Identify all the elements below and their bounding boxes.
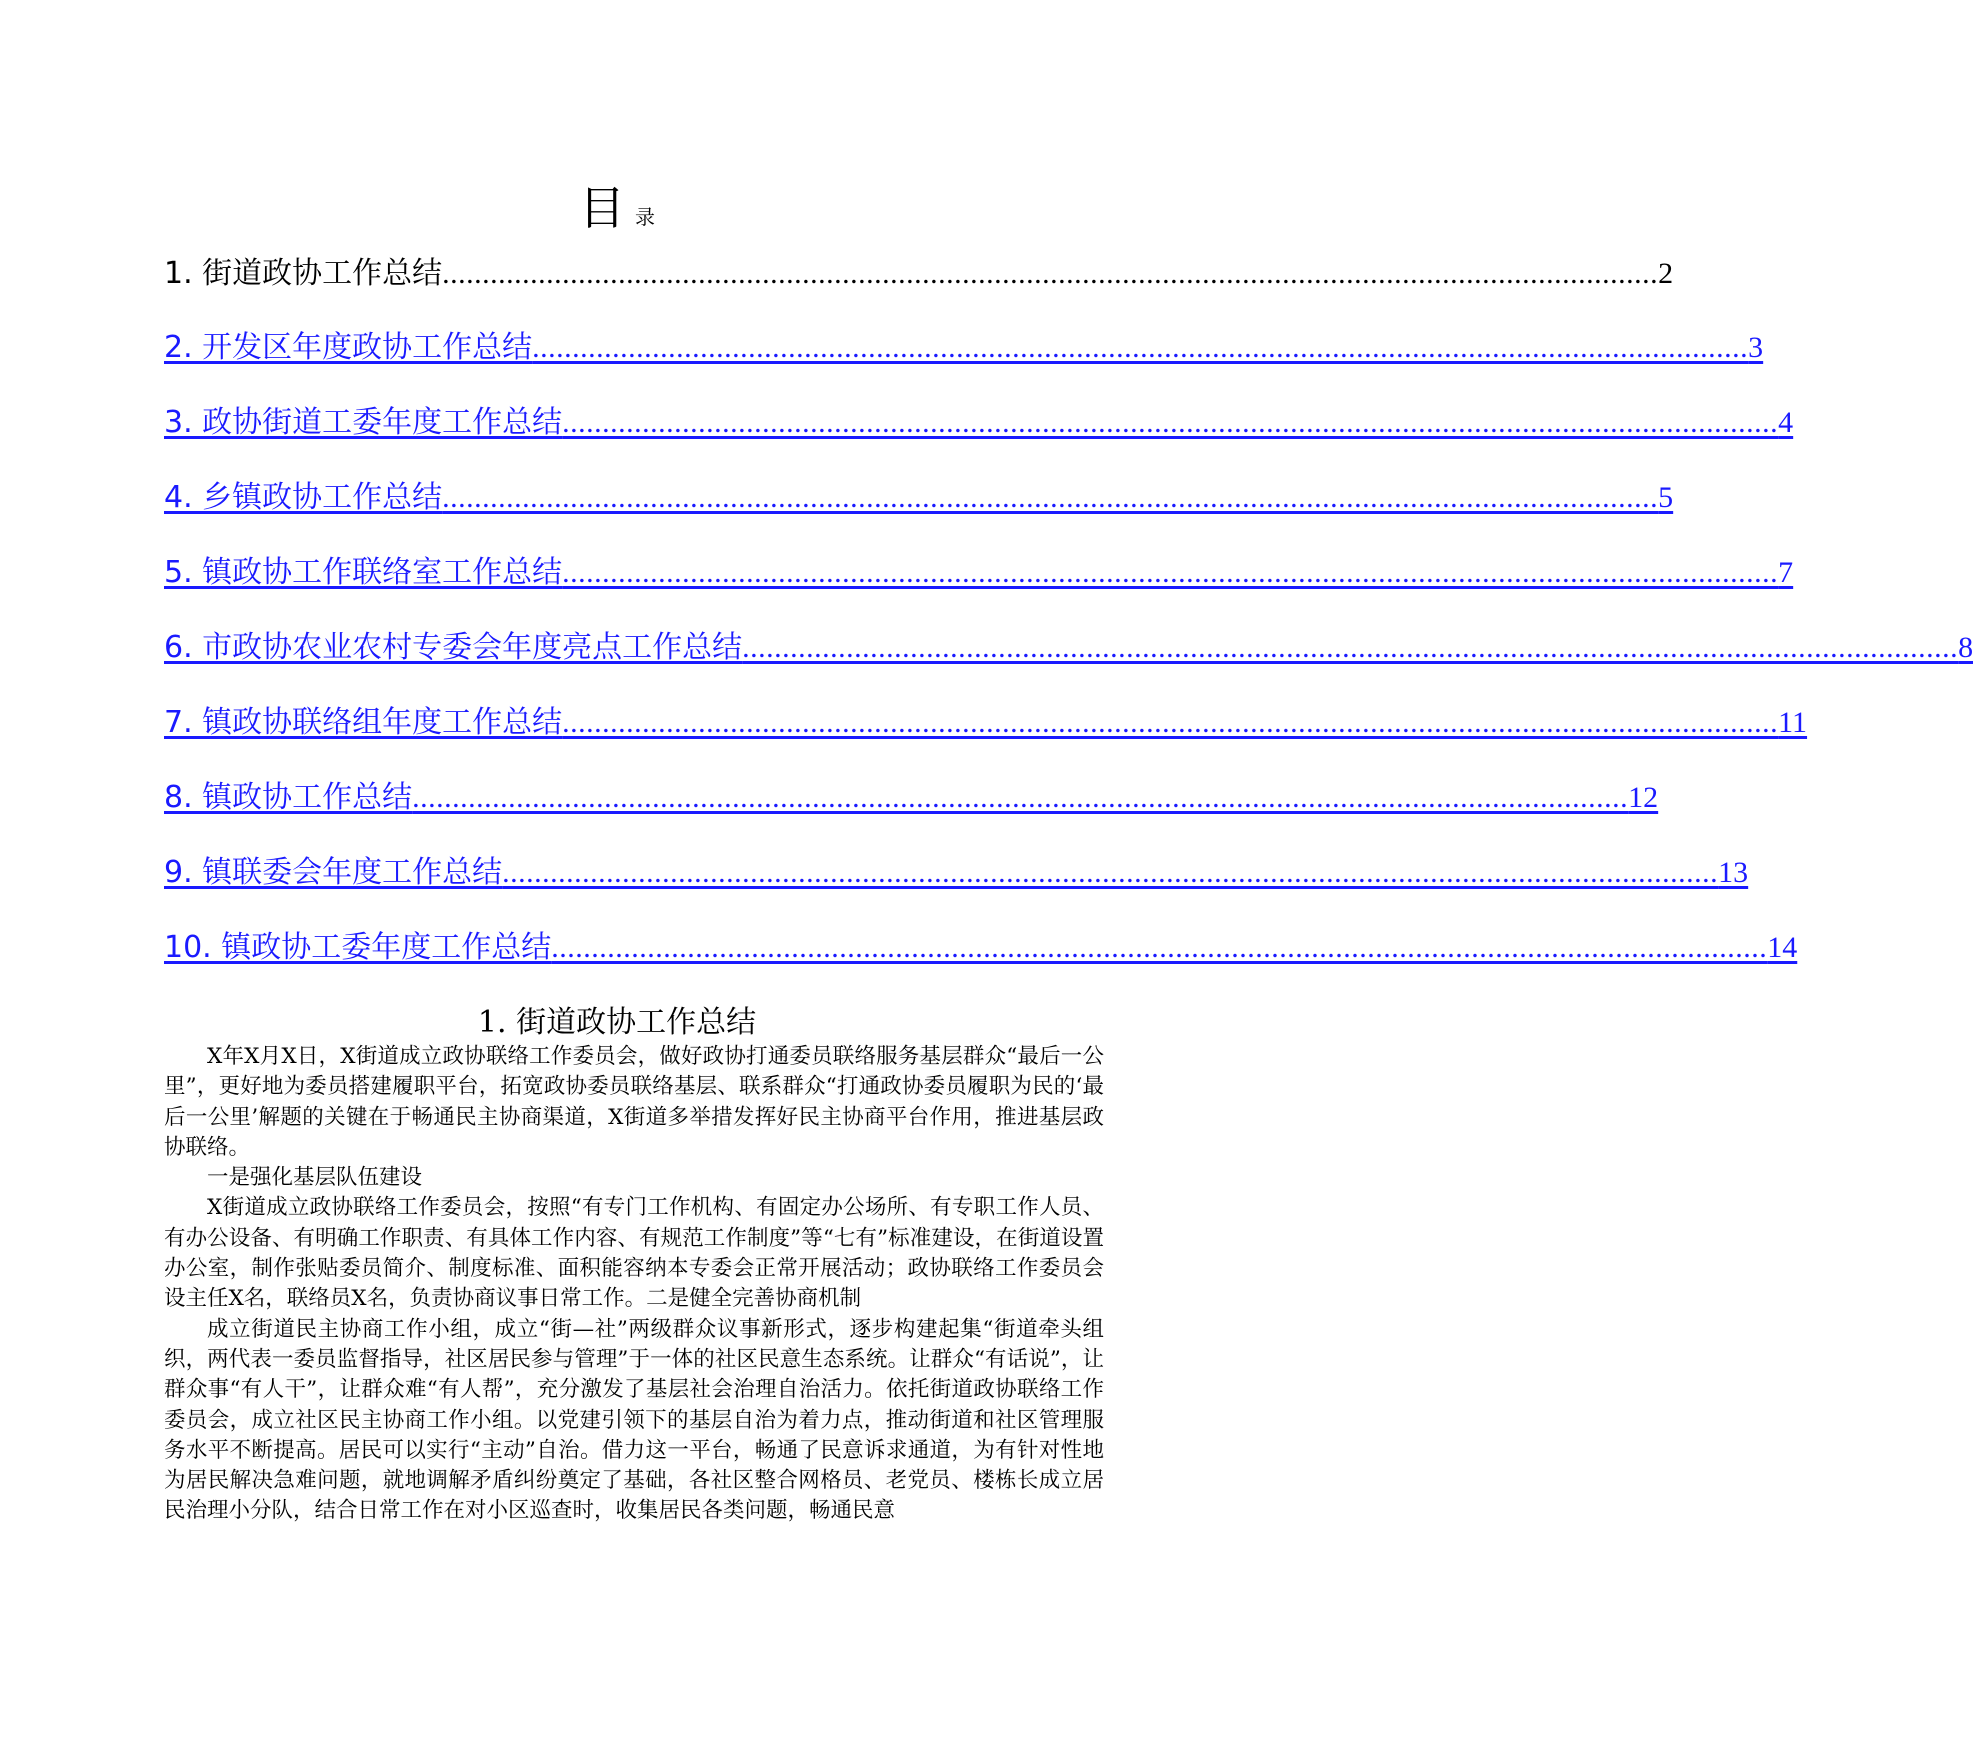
toc-entry-page: 3	[1748, 331, 1764, 364]
toc-entry-title: 3. 政协街道工委年度工作总结	[164, 405, 563, 440]
toc-entry-link[interactable]	[164, 474, 1674, 518]
toc-leader-dots: ........................................................................................................................................................	[442, 481, 1659, 514]
toc-entry-title: 1. 街道政协工作总结	[164, 256, 443, 291]
toc-entry-link[interactable]	[164, 324, 1764, 368]
toc-title	[0, 172, 1234, 238]
toc-leader-dots: ........................................................................................................................................................	[412, 781, 1629, 814]
toc-entry-title: 10. 镇政协工委年度工作总结	[164, 930, 552, 965]
body-paragraph: 成立街道民主协商工作小组，成立“街—社”两级群众议事新形式，逐步构建起集“街道牵头组织，两代表一委员监督指导，社区居民参与管理”于一体的社区民意生态系统。让群众“有话说”，让群众事“有人干”，让群众难“有人帮”，充分激发了基层社会治理自治活力。依托街道政协联络工作委员会，成立社区民主协商工作小组。以党建引领下的基层自治为着力点，推动街道和社区管理服务水平不断提高。居民可以实行“主动”自治。借力这一平台，畅通了民意诉求通道，为有针对性地为居民解决急难问题，就地调解矛盾纠纷奠定了基础，各社区整合网格员、老党员、楼栋长成立居民治理小分队，结合日常工作在对小区巡查时，收集居民各类问题，畅通民意	[164, 1316, 1104, 1524]
toc-leader-dots: ........................................................................................................................................................	[442, 257, 1659, 290]
toc-entry-link[interactable]	[164, 624, 1973, 668]
toc-entry-title: 8. 镇政协工作总结	[164, 780, 413, 815]
toc-entry-title: 9. 镇联委会年度工作总结	[164, 855, 503, 890]
toc-leader-dots: ........................................................................................................................................................	[502, 856, 1719, 889]
toc-leader-dots: ........................................................................................................................................................	[742, 631, 1959, 664]
toc-entry-link[interactable]	[164, 774, 1659, 818]
toc-entry-title: 5. 镇政协工作联络室工作总结	[164, 555, 563, 590]
body-paragraph: X年X月X日，X街道成立政协联络工作委员会，做好政协打通委员联络服务基层群众“最后一公里”，更好地为委员搭建履职平台，拓宽政协委员联络基层、联系群众“打通政协委员履职为民的‘最后一公里’解题的关键在于畅通民主协商渠道，X街道多举措发挥好民主协商平台作用，推进基层政协联络。	[164, 1044, 1104, 1160]
toc-entry-page: 13	[1718, 856, 1749, 889]
toc-entry-link[interactable]	[164, 699, 1808, 743]
toc-leader-dots: ........................................................................................................................................................	[532, 331, 1749, 364]
toc-entry-page: 8	[1958, 631, 1973, 664]
section-heading: 1. 街道政协工作总结	[477, 1005, 757, 1040]
section-body	[164, 1042, 1104, 1527]
toc-entry-link[interactable]	[164, 399, 1794, 443]
toc-entry-page: 14	[1767, 931, 1798, 964]
toc-entry-title: 4. 乡镇政协工作总结	[164, 480, 443, 515]
toc-entry-link[interactable]	[164, 549, 1794, 593]
toc-entry-page: 11	[1778, 706, 1808, 739]
body-paragraph: 一是强化基层队伍建设	[207, 1165, 423, 1191]
toc-leader-dots: ........................................................................................................................................................	[562, 706, 1779, 739]
toc-leader-dots: ........................................................................................................................................................	[562, 556, 1779, 589]
toc-entry-link[interactable]	[164, 849, 1749, 893]
body-paragraph: X街道成立政协联络工作委员会，按照“有专门工作机构、有固定办公场所、有专职工作人员、有办公设备、有明确工作职责、有具体工作内容、有规范工作制度”等“七有”标准建设，在街道设置办公室，制作张贴委员简介、制度标准、面积能容纳本专委会正常开展活动；政协联络工作委员会设主任X名，联络员X名，负责协商议事日常工作。二是健全完善协商机制	[164, 1195, 1104, 1312]
toc-entry-title: 2. 开发区年度政协工作总结	[164, 330, 533, 365]
toc-entry-page: 12	[1628, 781, 1659, 814]
toc-title-secondary: 录	[635, 205, 655, 229]
toc-leader-dots: ........................................................................................................................................................	[551, 931, 1768, 964]
toc-entry-link[interactable]	[164, 924, 1798, 968]
toc-entry-page: 7	[1778, 556, 1794, 589]
toc-entry-page: 2	[1658, 257, 1674, 290]
toc-entry-title: 7. 镇政协联络组年度工作总结	[164, 705, 563, 740]
toc-entry-title: 6. 市政协农业农村专委会年度亮点工作总结	[164, 630, 743, 665]
toc-leader-dots: ........................................................................................................................................................	[562, 406, 1779, 439]
toc-entry[interactable]	[164, 250, 1674, 294]
toc-entry-page: 5	[1658, 481, 1674, 514]
toc-entry-page: 4	[1778, 406, 1794, 439]
toc-title-main: 目	[579, 181, 625, 235]
